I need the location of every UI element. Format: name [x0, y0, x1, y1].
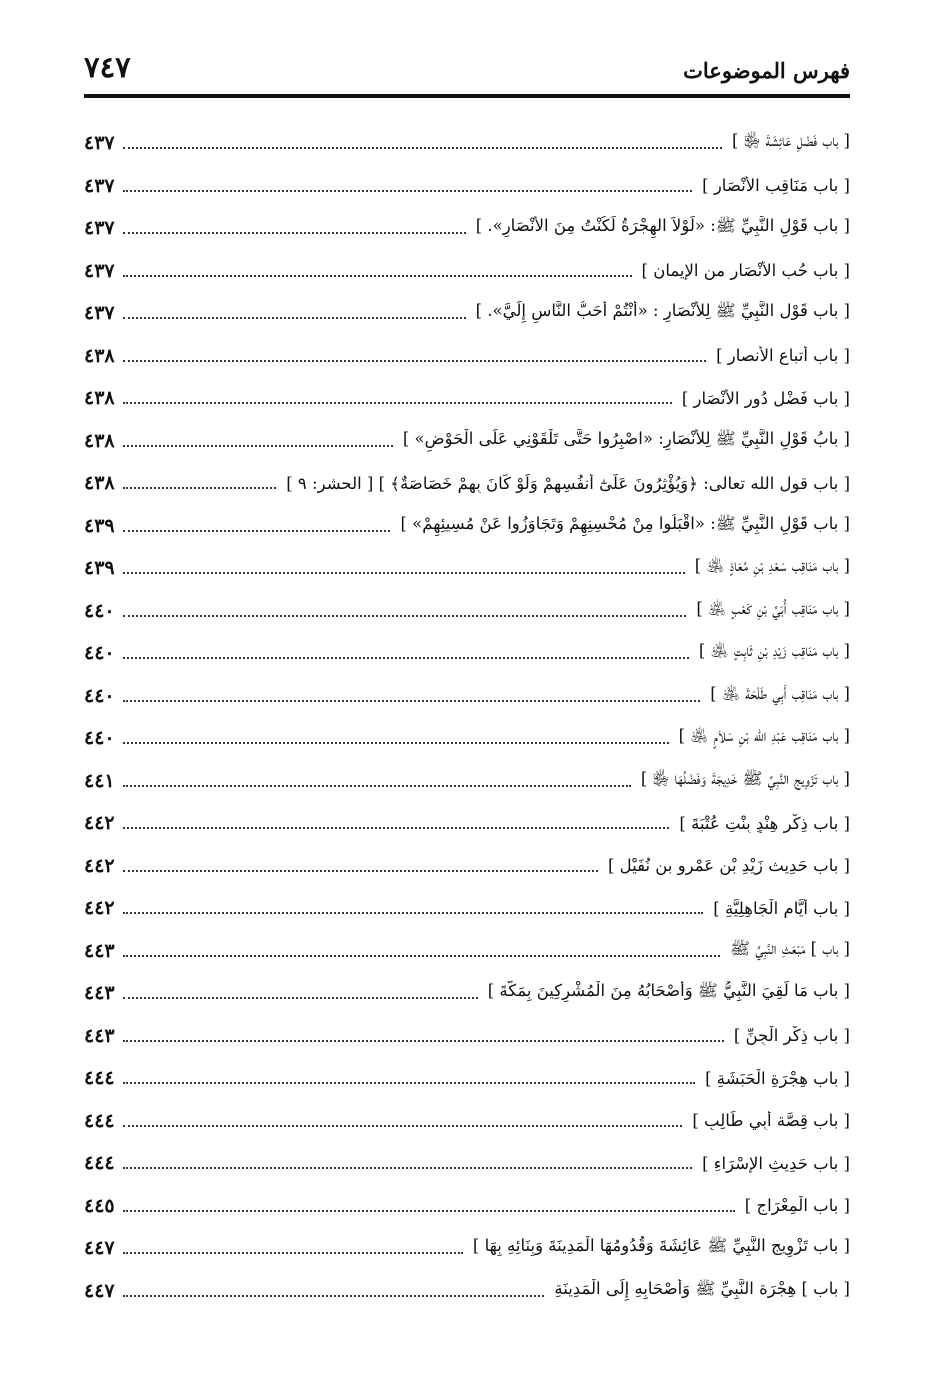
- toc-entry-page: ٤٣٧: [84, 132, 115, 155]
- toc-entry-title: [ باب مَنَاقِب الأَنْصَارِ ]: [702, 176, 850, 196]
- toc-entry: [84, 420, 850, 463]
- toc-entry-page: ٤٤٥: [84, 1194, 115, 1217]
- toc-entry: [84, 122, 850, 165]
- toc-dot-leader: [123, 955, 720, 957]
- toc-dot-leader: [123, 1252, 463, 1254]
- toc-dot-leader: [123, 275, 632, 277]
- toc-entry-page: ٤٤٣: [84, 1024, 115, 1047]
- toc-entry-title: [ باب ] هِجْرَة النَّبِيِّ ﷺ وَأَصْحَابِهِ إِلَى الْمَدِينَةِ: [554, 1278, 850, 1298]
- toc-dot-leader: [123, 1082, 695, 1084]
- toc-entry: [84, 165, 850, 208]
- toc-entry-title: [ باب قِصَّة أَبِي طَالِبٍ ]: [692, 1111, 850, 1131]
- toc-dot-leader: [123, 1210, 735, 1212]
- toc-dot-leader: [123, 827, 670, 829]
- toc-entry-title: [ باب مَنَاقِب سَعْدِ بْنِ مُعَاذٍ ﵁ ]: [694, 556, 850, 576]
- toc-entry-page: ٤٤٣: [84, 982, 115, 1005]
- toc-entry: [84, 1227, 850, 1270]
- toc-dot-leader: [123, 147, 722, 149]
- toc-entry-page: ٤٣٨: [84, 429, 115, 452]
- table-of-contents: [84, 122, 850, 1312]
- toc-dot-leader: [123, 530, 391, 532]
- header-rule: [84, 94, 850, 98]
- toc-entry-page: ٤٤٤: [84, 1152, 115, 1175]
- toc-entry: [84, 1015, 850, 1058]
- toc-entry: [84, 632, 850, 675]
- toc-entry: [84, 675, 850, 718]
- toc-entry-title: [ باب مَنَاقِب أُبَيِّ بْنِ كَعْبٍ ﵁ ]: [696, 598, 850, 618]
- toc-entry-title: [ باب الْمِعْرَاجِ ]: [744, 1196, 850, 1216]
- toc-dot-leader: [123, 1295, 545, 1297]
- toc-entry-title: [ باب أَيَّام الْجَاهِلِيَّةِ ]: [713, 898, 850, 918]
- toc-dot-leader: [123, 615, 687, 617]
- toc-entry: [84, 930, 850, 973]
- toc-entry-page: ٤٣٨: [84, 344, 115, 367]
- toc-entry-page: ٤٣٨: [84, 472, 115, 495]
- toc-dot-leader: [123, 700, 701, 702]
- toc-dot-leader: [123, 360, 706, 362]
- toc-entry-page: ٤٣٧: [84, 259, 115, 282]
- toc-entry-page: ٤٤٧: [84, 1279, 115, 1302]
- toc-entry-title: [ باب حَدِيثِ الإِسْرَاءِ ]: [702, 1153, 850, 1173]
- toc-entry: [84, 207, 850, 250]
- toc-dot-leader: [123, 445, 393, 447]
- toc-entry-page: ٤٣٧: [84, 174, 115, 197]
- toc-entry: [84, 377, 850, 420]
- toc-dot-leader: [123, 657, 689, 659]
- toc-entry-page: ٤٤٢: [84, 854, 115, 877]
- toc-entry-page: ٤٤٤: [84, 1109, 115, 1132]
- toc-entry: [84, 972, 850, 1015]
- toc-entry-title: [ باب قَوْل النَّبِيِّ ﷺ لِلأَنْصَارِ : «أَنْتُمْ أَحَبُّ النَّاسِ إِلَيَّ». ]: [475, 301, 850, 321]
- toc-dot-leader: [123, 190, 693, 192]
- toc-entry-page: ٤٣٧: [84, 217, 115, 240]
- toc-entry-title: [ باب ] مَبْعَثِ النَّبِيِّ ﷺ: [730, 938, 850, 958]
- toc-entry: [84, 335, 850, 378]
- toc-entry: [84, 505, 850, 548]
- toc-dot-leader: [123, 232, 466, 234]
- toc-entry: [84, 547, 850, 590]
- toc-entry-title: [ باب حَدِيث زَيْدِ بْنِ عَمْرِو بن نُفَيْلٍ ]: [607, 856, 850, 876]
- toc-dot-leader: [123, 785, 631, 787]
- toc-entry-page: ٤٣٩: [84, 557, 115, 580]
- page-header: [84, 48, 850, 94]
- toc-entry-page: ٤٤٤: [84, 1067, 115, 1090]
- toc-entry: [84, 1270, 850, 1313]
- toc-entry-page: ٤٣٩: [84, 514, 115, 537]
- toc-entry-page: ٤٤٢: [84, 812, 115, 835]
- toc-dot-leader: [123, 317, 466, 319]
- toc-entry-title: [ باب ذِكْر هِنْدٍ بِنْتِ عُتْبَةَ ]: [679, 813, 850, 833]
- toc-entry: [84, 590, 850, 633]
- toc-entry-title: [ باب مَنَاقِب أَبِي طَلْحَةَ ﵁ ]: [710, 683, 850, 703]
- toc-entry-title: [ باب قول الله تعالى: ﴿وَيُؤْثِرُونَ عَلَىٰٓ أَنفُسِهِمْ وَلَوْ كَانَ بِهِمْ خَصَاصَةٌ﴾ ] [ الحشر: ٩ ]: [286, 473, 850, 493]
- toc-entry: [84, 760, 850, 803]
- toc-dot-leader: [123, 487, 277, 489]
- toc-dot-leader: [123, 742, 669, 744]
- toc-dot-leader: [123, 912, 704, 914]
- toc-entry-title: [ باب قَوْلِ النَّبِيِّ ﷺ: «اقْبَلُوا مِنْ مُحْسِنِهِمْ وَتَجَاوَزُوا عَنْ مُسِيئِهِمْ» ]: [400, 513, 850, 533]
- toc-entry-title: [ بابُ قَوْلِ النَّبِيِّ ﷺ لِلأَنْصَارِ: «اصْبِرُوا حَتَّى تَلْقَوْنِي عَلَى الْحَوْضِ» ]: [402, 428, 850, 448]
- toc-entry: [84, 887, 850, 930]
- toc-entry-title: [ باب حُب الأَنْصَارِ من الإيمان ]: [641, 261, 850, 281]
- toc-entry-page: ٤٣٨: [84, 387, 115, 410]
- toc-entry: [84, 462, 850, 505]
- toc-entry-page: ٤٤٠: [84, 642, 115, 665]
- toc-entry-title: [ باب هِجْرَةِ الْحَبَشَةِ ]: [705, 1068, 850, 1088]
- toc-entry: [84, 1142, 850, 1185]
- toc-entry: [84, 1057, 850, 1100]
- toc-entry: [84, 1185, 850, 1228]
- toc-entry-title: [ باب أتباع الأنصار ]: [716, 346, 850, 366]
- toc-entry-title: [ باب فَضْلِ عَائِشَةَ ﵂ ]: [731, 131, 850, 151]
- toc-entry-page: ٤٤٠: [84, 599, 115, 622]
- toc-dot-leader: [123, 402, 672, 404]
- toc-entry-page: ٤٤٢: [84, 897, 115, 920]
- toc-entry-title: [ باب قَوْلِ النَّبِيِّ ﷺ: «لَوْلاَ الهِجْرَةُ لَكُنْتُ مِنَ الأَنْصَارِ». ]: [475, 216, 850, 236]
- toc-dot-leader: [123, 1125, 683, 1127]
- toc-entry-page: ٤٤٣: [84, 939, 115, 962]
- toc-dot-leader: [123, 572, 685, 574]
- toc-entry: [84, 1100, 850, 1143]
- toc-dot-leader: [123, 1167, 692, 1169]
- toc-dot-leader: [123, 1040, 724, 1042]
- toc-entry: [84, 250, 850, 293]
- toc-entry-page: ٤٤٠: [84, 684, 115, 707]
- toc-dot-leader: [123, 997, 478, 999]
- toc-entry-title: [ باب مَنَاقِب زَيْدِ بْنِ ثَابِتٍ ﵁ ]: [698, 641, 850, 661]
- toc-entry-title: [ باب تَزْوِيج النَّبِيِّ ﷺ عَائِشَةَ وَقُدُومُهَا الْمَدِينَةَ وَبِنَائِهِ بِهَا ]: [472, 1236, 850, 1256]
- toc-entry-page: ٤٣٧: [84, 302, 115, 325]
- toc-entry-page: ٤٤٠: [84, 727, 115, 750]
- toc-entry: [84, 845, 850, 888]
- header-page-number: ٧٤٧: [84, 50, 131, 84]
- toc-entry: [84, 292, 850, 335]
- toc-entry-title: [ باب تَزْوِيج النَّبِيِّ ﷺ خَدِيجَةَ وَفَضْلُهَا ﵂ ]: [640, 768, 850, 788]
- toc-entry-title: [ باب مَا لَقِيَ النَّبِيُّ ﷺ وَأَصْحَابُهُ مِنَ الْمُشْرِكِينَ بِمَكَّةَ ]: [487, 981, 850, 1001]
- toc-dot-leader: [123, 870, 598, 872]
- header-title: فهرس الموضوعات: [683, 58, 850, 83]
- toc-entry-page: ٤٤٧: [84, 1237, 115, 1260]
- toc-entry-title: [ باب فَضْل دُورِ الأَنْصَارِ ]: [681, 388, 850, 408]
- toc-entry: [84, 802, 850, 845]
- toc-entry-page: ٤٤١: [84, 769, 115, 792]
- toc-entry-title: [ باب ذِكْر الْجِنِّ ]: [733, 1026, 850, 1046]
- toc-entry-title: [ باب مَنَاقِب عَبْدِ الله بْنِ سَلاَمٍ ﵁ ]: [678, 726, 850, 746]
- toc-entry: [84, 717, 850, 760]
